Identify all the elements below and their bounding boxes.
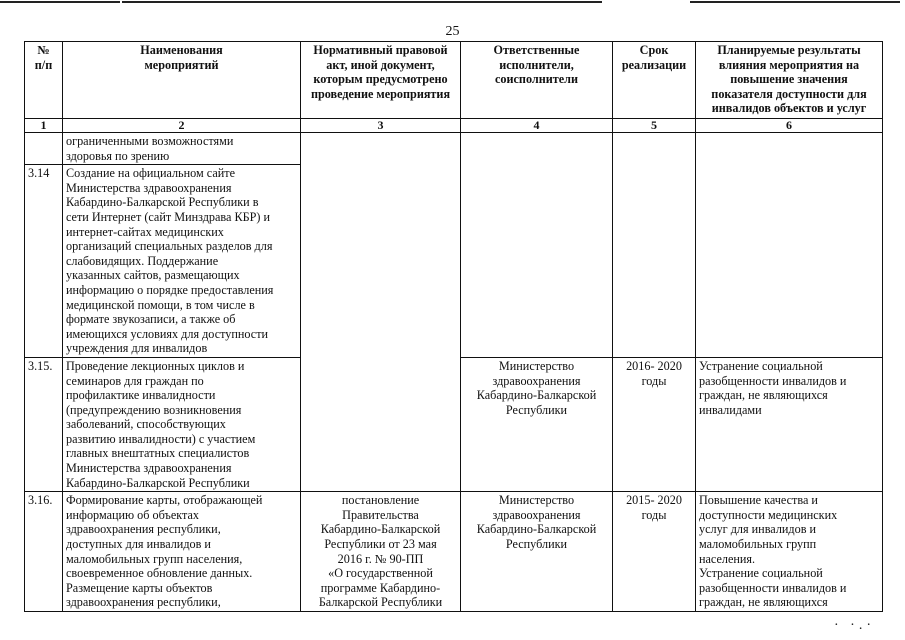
- table-row: [25, 133, 883, 165]
- row-executors: Министерство здравоохранения Кабардино-Балкарской Республики: [461, 492, 613, 612]
- row-measure: Проведение лекционных циклов и семинаров для граждан по профилактике инвалидности (предупреждению возникновения заболеваний, способствующих развитию инвалидности) с участием главных внештатных специалистов Министерства здравоохранения Кабардино-Балкарской Республики: [63, 357, 301, 491]
- table-row: [25, 165, 883, 358]
- row-number: 3.15.: [25, 357, 63, 491]
- row-term: [613, 133, 696, 165]
- header-term: Срок реализации: [613, 42, 696, 119]
- column-numbers-row: [25, 119, 883, 133]
- scan-marks: · ·.·: [834, 618, 875, 633]
- col-number: 1: [25, 119, 63, 133]
- row-legal-act: [301, 357, 461, 491]
- table-row: [25, 492, 883, 612]
- row-term: 2016- 2020 годы: [613, 357, 696, 491]
- row-result: [696, 165, 883, 358]
- row-term: [613, 165, 696, 358]
- header-legal-act: Нормативный правовой акт, иной документ, которым предусмотрено проведение мероприятия: [301, 42, 461, 119]
- page-number: 25: [445, 24, 460, 39]
- header-measures: Наименования мероприятий: [63, 42, 301, 119]
- row-legal-act: постановление Правительства Кабардино-Балкарской Республики от 23 мая 2016 г. № 90-ПП «О государственной программе Кабардино- Балкарской Республики: [301, 492, 461, 612]
- row-result: Устранение социальной разобщенности инвалидов и граждан, не являющихся инвалидами: [696, 357, 883, 491]
- top-border-line: [122, 1, 602, 3]
- col-number: 6: [696, 119, 883, 133]
- col-number: 4: [461, 119, 613, 133]
- row-number: 3.14: [25, 165, 63, 358]
- header-executors: Ответственные исполнители, соисполнители: [461, 42, 613, 119]
- measures-table: [24, 41, 883, 612]
- table-row: [25, 357, 883, 491]
- col-number: 2: [63, 119, 301, 133]
- header-number: № п/п: [25, 42, 63, 119]
- row-result: [696, 133, 883, 165]
- col-number: 3: [301, 119, 461, 133]
- top-border-line: [0, 1, 120, 3]
- row-executors: [461, 133, 613, 165]
- row-executors: [461, 165, 613, 358]
- table-header-row: [25, 42, 883, 119]
- row-legal-act: [301, 165, 461, 358]
- row-executors: Министерство здравоохранения Кабардино-Балкарской Республики: [461, 357, 613, 491]
- col-number: 5: [613, 119, 696, 133]
- top-border-line: [690, 1, 900, 3]
- row-term: 2015- 2020 годы: [613, 492, 696, 612]
- row-legal-act: [301, 133, 461, 165]
- row-measure: ограниченными возможностями здоровья по зрению: [63, 133, 301, 165]
- header-results: Планируемые результаты влияния мероприятия на повышение значения показателя доступности для инвалидов объектов и услуг: [696, 42, 883, 119]
- row-measure: Создание на официальном сайте Министерства здравоохранения Кабардино-Балкарской Республики в сети Интернет (сайт Минздрава КБР) и интернет-сайтах медицинских организаций специальных разделов для слабовидящих. Поддержание указанных сайтов, размещающих информацию о порядке предоставления медицинской помощи, в том числе в формате звукозаписи, а также об имеющихся условиях для доступности учреждения для инвалидов: [63, 165, 301, 358]
- row-measure: Формирование карты, отображающей информацию об объектах здравоохранения республики, доступных для инвалидов и маломобильных групп населения, своевременное обновление данных. Размещение карты объектов здравоохранения республики,: [63, 492, 301, 612]
- row-number: 3.16.: [25, 492, 63, 612]
- row-number: [25, 133, 63, 165]
- row-result: Повышение качества и доступности медицинских услуг для инвалидов и маломобильных групп населения. Устранение социальной разобщенности инвалидов и граждан, не являющихся: [696, 492, 883, 612]
